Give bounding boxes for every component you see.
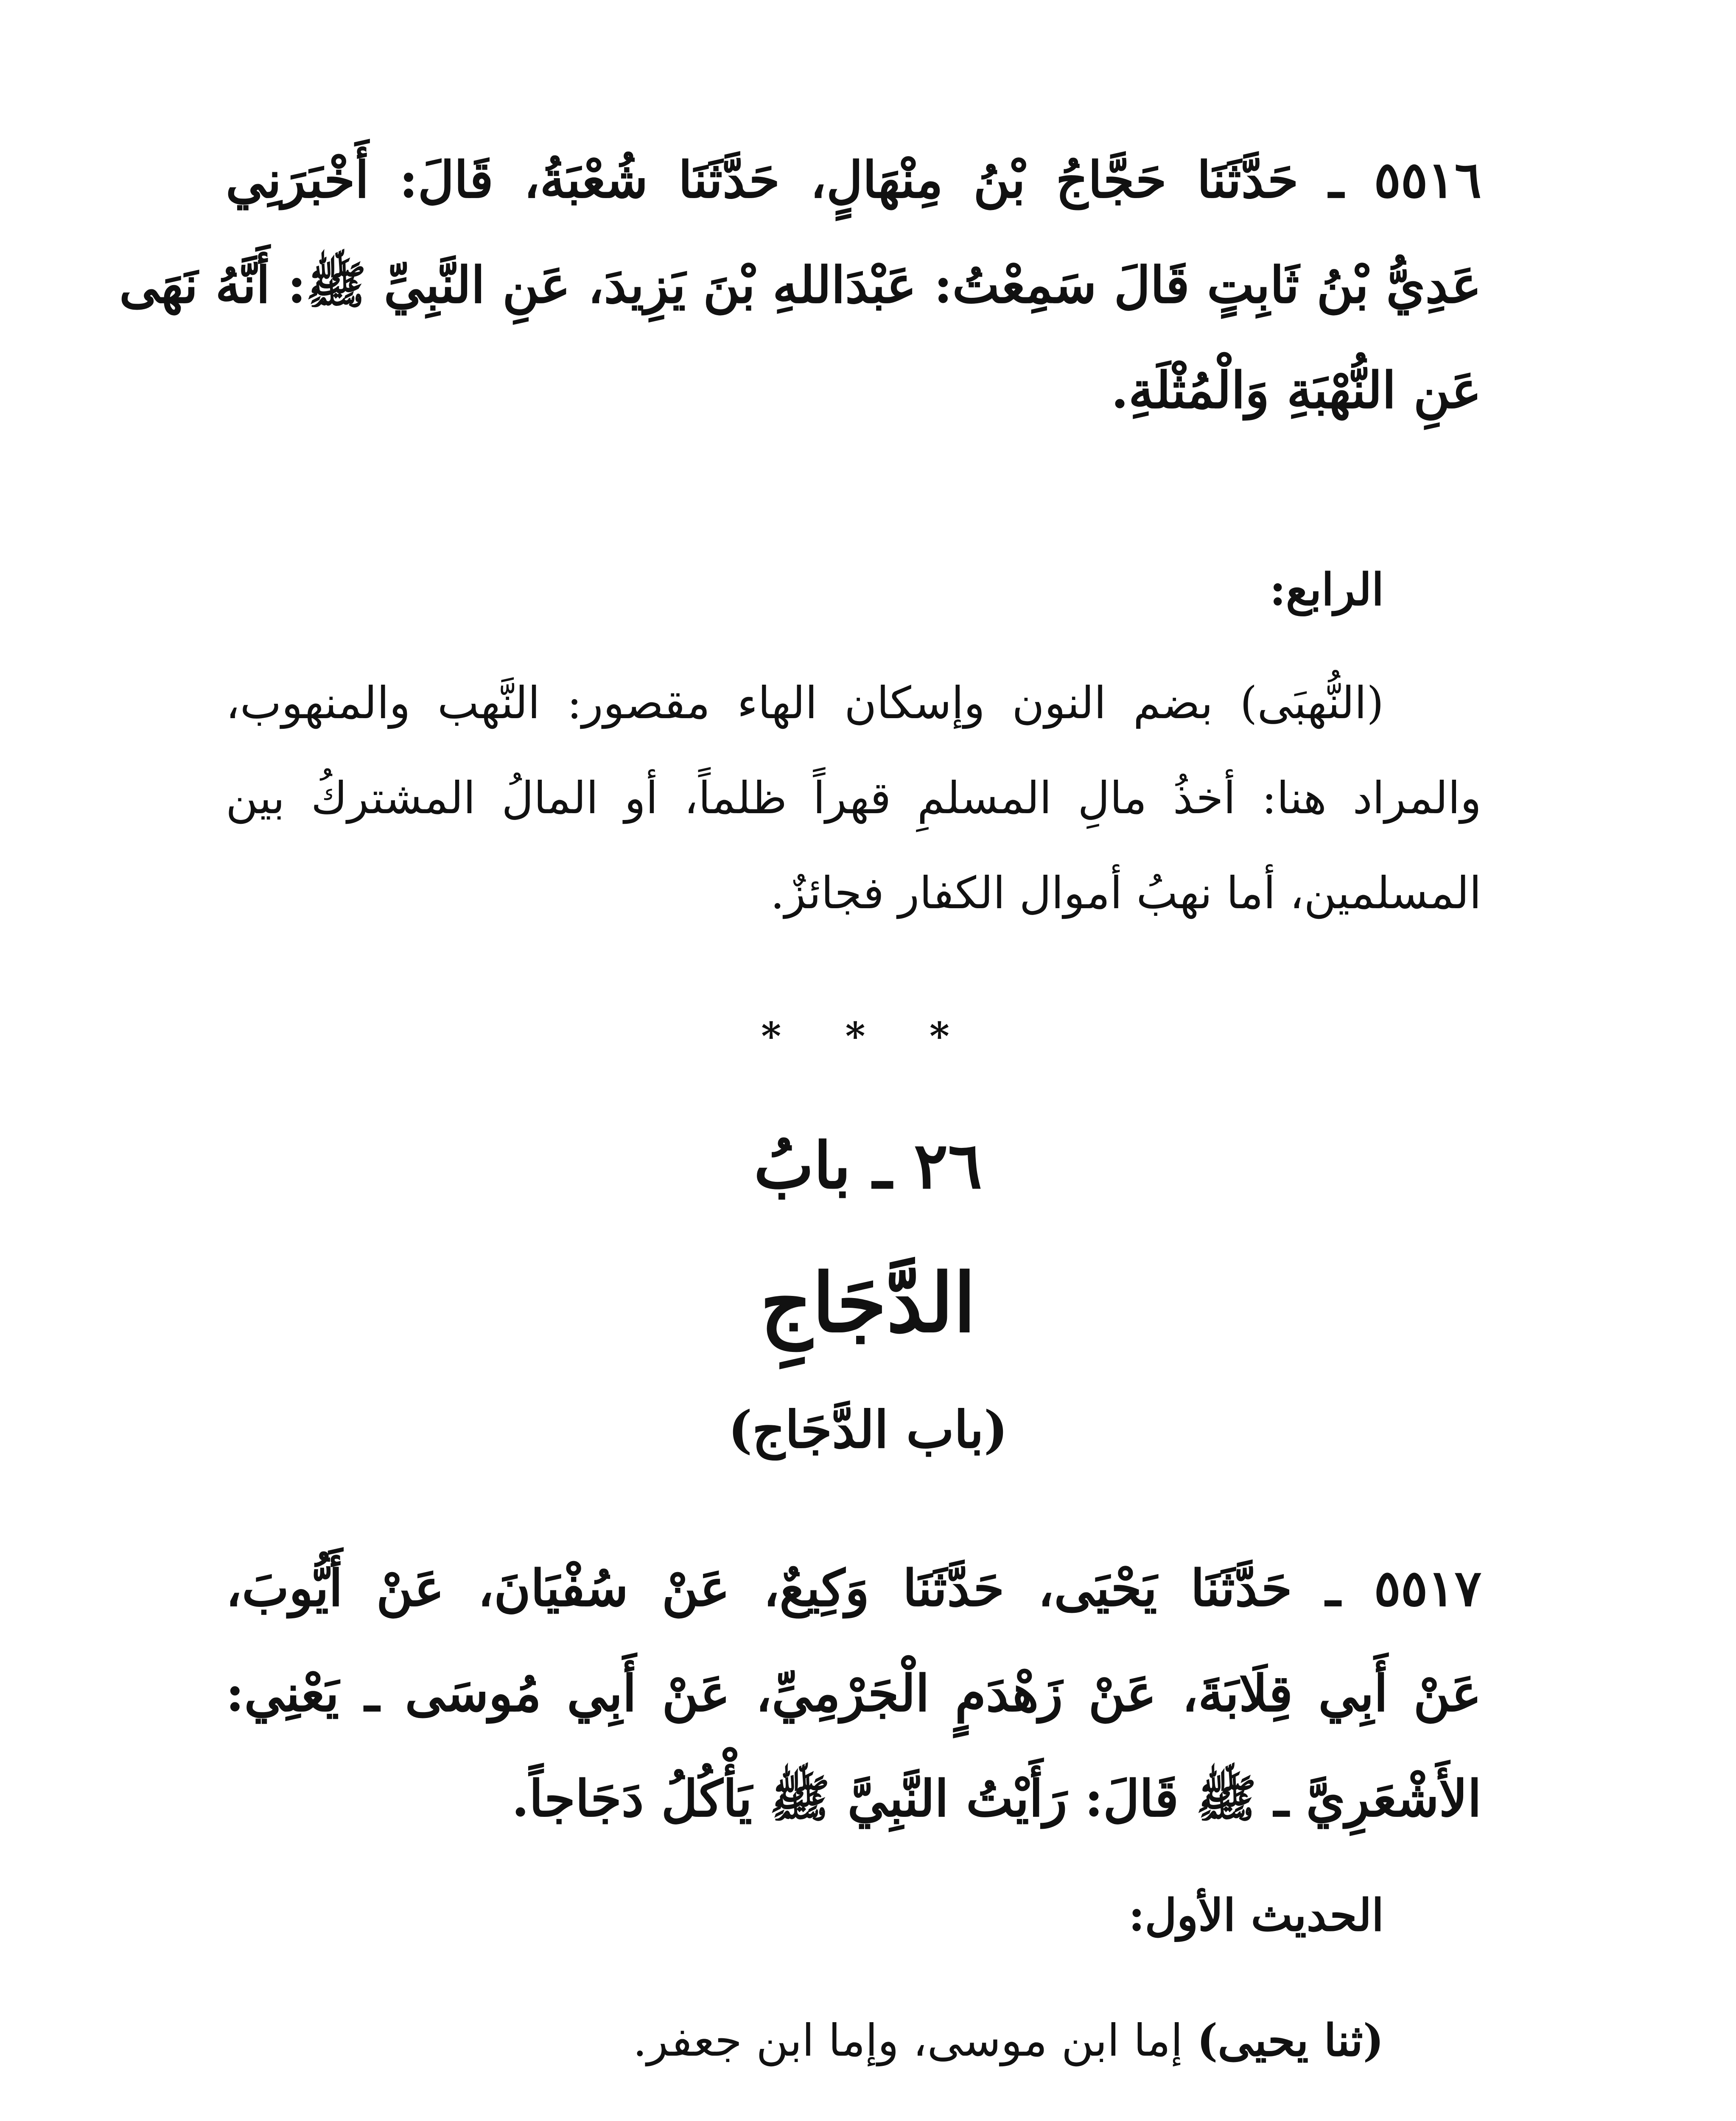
- hadith-5517-line-2: عَنْ أَبِي قِلَابَةَ، عَنْ زَهْدَمٍ الْجَرْمِيِّ، عَنْ أَبِي مُوسَى ـ يَعْنِي:: [226, 1664, 1481, 1723]
- first-hadith-label: الحديث الأول:: [1128, 1889, 1384, 1941]
- commentary-line-1: (النُّهبَى) بضم النون وإسكان الهاء مقصور: النَّهب والمنهوب،: [226, 677, 1384, 729]
- commentary-line-2: والمراد هنا: أخذُ مالِ المسلمِ قهراً ظلماً، أو المالُ المشتركُ بين: [226, 772, 1481, 824]
- hadith-5517: [226, 1536, 1481, 1851]
- hadith-5516: [119, 127, 1481, 443]
- chapter-subtitle: (باب الدَّجَاج): [728, 1400, 1008, 1460]
- chapter-title: الدَّجَاجِ: [760, 1256, 976, 1350]
- commentary-line-3: المسلمين، أما نهبُ أموال الكفار فجائزٌ.: [770, 867, 1481, 919]
- hadith-5516-line-1: ٥٥١٦ ـ حَدَّثَنَا حَجَّاجُ بْنُ مِنْهَالٍ، حَدَّثَنَا شُعْبَةُ، قَالَ: أَخْبَرَنِي: [226, 150, 1481, 209]
- commentary-nuhba: [226, 655, 1481, 940]
- hadith-5517-line-3: الأَشْعَرِيَّ ـ ﷺ قَالَ: رَأَيْتُ النَّبِيَّ ﷺ يَأْكُلُ دَجَاجاً.: [512, 1769, 1481, 1828]
- note-text: إما ابن موسى، وإما ابن جعفر.: [633, 2015, 1197, 2066]
- section-label-fourth: الرابع:: [1269, 563, 1384, 616]
- hadith-5516-line-2: عَدِيُّ بْنُ ثَابِتٍ قَالَ سَمِعْتُ: عَبْدَاللهِ بْنَ يَزِيدَ، عَنِ النَّبِيِّ ﷺ: أَنَّهُ نَهَى: [119, 255, 1481, 314]
- first-hadith-note: [633, 2009, 1384, 2072]
- note-lead: (ثنا يحيى): [1197, 2014, 1384, 2066]
- separator-stars-1: * * *: [761, 1014, 975, 1059]
- chapter-number: ٢٦ ـ بابُ: [753, 1128, 983, 1203]
- hadith-5516-line-3: عَنِ النُّهْبَةِ وَالْمُثْلَةِ.: [1111, 361, 1481, 420]
- hadith-5517-line-1: ٥٥١٧ ـ حَدَّثَنَا يَحْيَى، حَدَّثَنَا وَكِيعٌ، عَنْ سُفْيَانَ، عَنْ أَيُّوبَ،: [226, 1559, 1481, 1617]
